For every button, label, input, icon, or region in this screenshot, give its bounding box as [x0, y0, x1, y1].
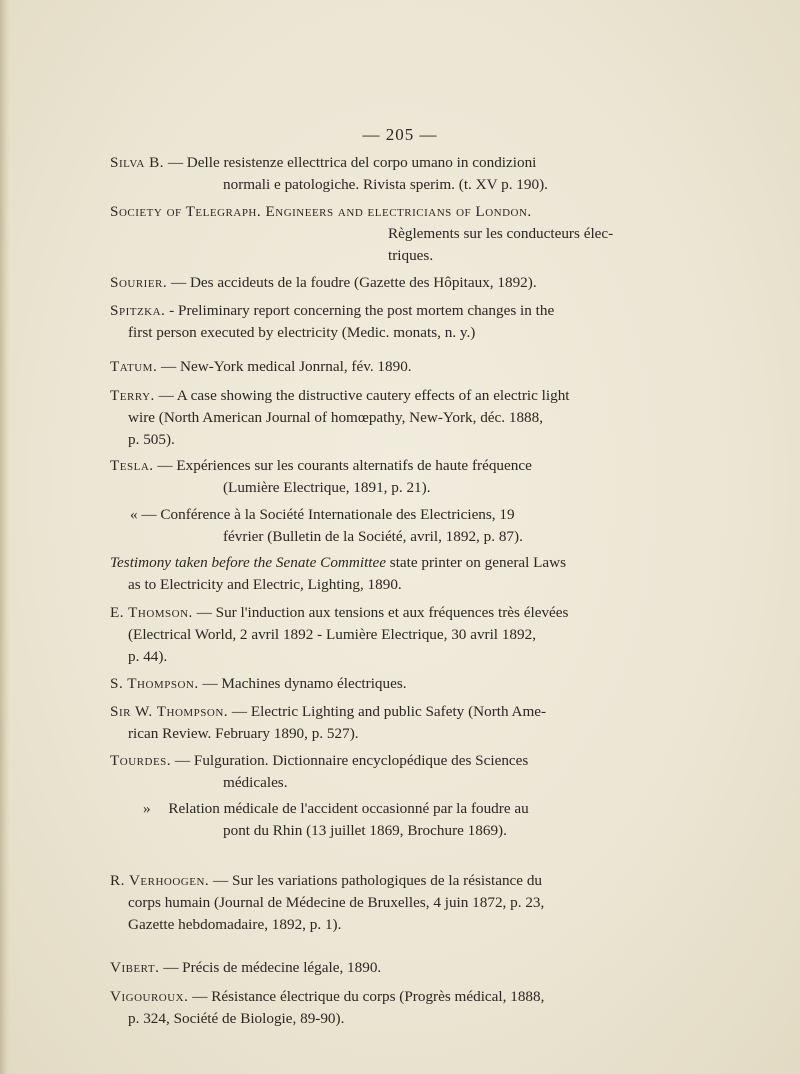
ditto-mark: « — [130, 506, 138, 523]
entry-text: — Résistance électrique du corps (Progrès médical, 1888, — [188, 988, 545, 1005]
entry-continuation: février (Bulletin de la Société, avril, 1892, p. 87). — [223, 528, 523, 545]
author-name: Tourdes. — [110, 752, 172, 769]
entry-continuation: p. 324, Société de Biologie, 89-90). — [128, 1010, 345, 1027]
entry-continuation: first person executed by electricity (Medic. monats, n. y.) — [128, 324, 476, 341]
entry-continuation: corps humain (Journal de Médecine de Bruxelles, 4 juin 1872, p. 23, — [128, 894, 545, 911]
entry-text: — Des accideuts de la foudre (Gazette des Hôpitaux, 1892). — [167, 274, 537, 291]
entry-text: — Electric Lighting and public Safety (North Ame- — [228, 703, 547, 720]
page-gutter-shadow — [0, 0, 10, 1074]
entry-continuation: triques. — [388, 247, 434, 264]
bibliography-entry-silva — [110, 152, 695, 196]
entry-text: — Sur l'induction aux tensions et aux fréquences très élevées — [192, 604, 569, 621]
report-title: Testimony taken before the Senate Committee — [110, 554, 386, 571]
author-name: Vibert. — [110, 959, 160, 976]
bibliography-entry-e-thomson — [110, 602, 695, 668]
author-name: Silva B. — [110, 154, 165, 171]
author-name: Sir W. Thompson. — [110, 703, 229, 720]
bibliography-entry-society — [110, 201, 695, 267]
bibliography-entry-tesla-2 — [110, 504, 695, 548]
entry-continuation: pont du Rhin (13 juillet 1869, Brochure 1869). — [223, 822, 507, 839]
bibliography-entry-tourdes-2 — [110, 798, 695, 842]
author-name: Tesla. — [110, 457, 154, 474]
bibliography-entry-s-thompson — [110, 673, 695, 695]
entry-text: — Machines dynamo électriques. — [198, 675, 407, 692]
entry-continuation: wire (North American Journal of homœpathy, New-York, déc. 1888, — [128, 409, 544, 426]
entry-continuation: normali e patologiche. Rivista sperim. (t. XV p. 190). — [223, 176, 548, 193]
bibliography-entry-vibert — [110, 957, 695, 979]
entry-text: Relation médicale de l'accident occasionné par la foudre au — [164, 800, 529, 817]
entry-text: — Précis de médecine légale, 1890. — [159, 959, 382, 976]
entry-continuation: (Lumière Electrique, 1891, p. 21). — [223, 479, 431, 496]
author-name: E. Thomson. — [110, 604, 193, 621]
entry-text: - Preliminary report concerning the post mortem changes in the — [165, 302, 555, 319]
bibliography-entry-tesla — [110, 455, 695, 499]
entry-text: — Fulguration. Dictionnaire encyclopédique des Sciences — [171, 752, 529, 769]
entry-text: — Expériences sur les courants alternatifs de haute fréquence — [153, 457, 532, 474]
bibliography-entry-vigouroux — [110, 986, 695, 1030]
bibliography-entry-tourdes — [110, 750, 695, 794]
bibliography-entry-w-thompson — [110, 701, 695, 745]
entry-continuation: p. 44). — [128, 648, 168, 665]
bibliography-entry-testimony — [110, 552, 695, 596]
bibliography-entry-sourier — [110, 272, 695, 294]
entry-text: — Sur les variations pathologiques de la résistance du — [209, 872, 543, 889]
author-name: Sourier. — [110, 274, 168, 291]
ditto-mark: » — [143, 800, 151, 817]
entry-text: — A case showing the distructive cautery effects of an electric light — [154, 387, 570, 404]
author-name: Spitzka. — [110, 302, 166, 319]
author-name: R. Verhoogen. — [110, 872, 210, 889]
entry-text: — Delle resistenze ellecttrica del corpo umano in condizioni — [164, 154, 537, 171]
entry-continuation: (Electrical World, 2 avril 1892 - Lumière Electrique, 30 avril 1892, — [128, 626, 536, 643]
bibliography-entry-tatum — [110, 356, 695, 378]
author-name: Tatum. — [110, 358, 158, 375]
entry-continuation: p. 505). — [128, 431, 175, 448]
bibliography-entry-terry — [110, 385, 695, 451]
entry-text: — New-York medical Jonrnal, fév. 1890. — [157, 358, 412, 375]
entry-text: state printer on general Laws — [385, 554, 567, 571]
entry-continuation: médicales. — [223, 774, 288, 791]
page-number: — 205 — — [362, 125, 438, 144]
entry-continuation: Règlements sur les conducteurs élec- — [388, 225, 614, 242]
entry-continuation: Gazette hebdomadaire, 1892, p. 1). — [128, 916, 342, 933]
author-name: S. Thompson. — [110, 675, 199, 692]
entry-continuation: as to Electricity and Electric, Lighting, 1890. — [128, 576, 402, 593]
entry-continuation: rican Review. February 1890, p. 527). — [128, 725, 359, 742]
author-name: Society of Telegraph. Engineers and electricians of London. — [110, 203, 532, 220]
bibliography-entry-spitzka — [110, 300, 695, 344]
entry-text: — Conférence à la Société Internationale des Electriciens, 19 — [137, 506, 515, 523]
author-name: Vigouroux. — [110, 988, 189, 1005]
author-name: Terry. — [110, 387, 155, 404]
bibliography-entry-verhoogen — [110, 870, 695, 936]
